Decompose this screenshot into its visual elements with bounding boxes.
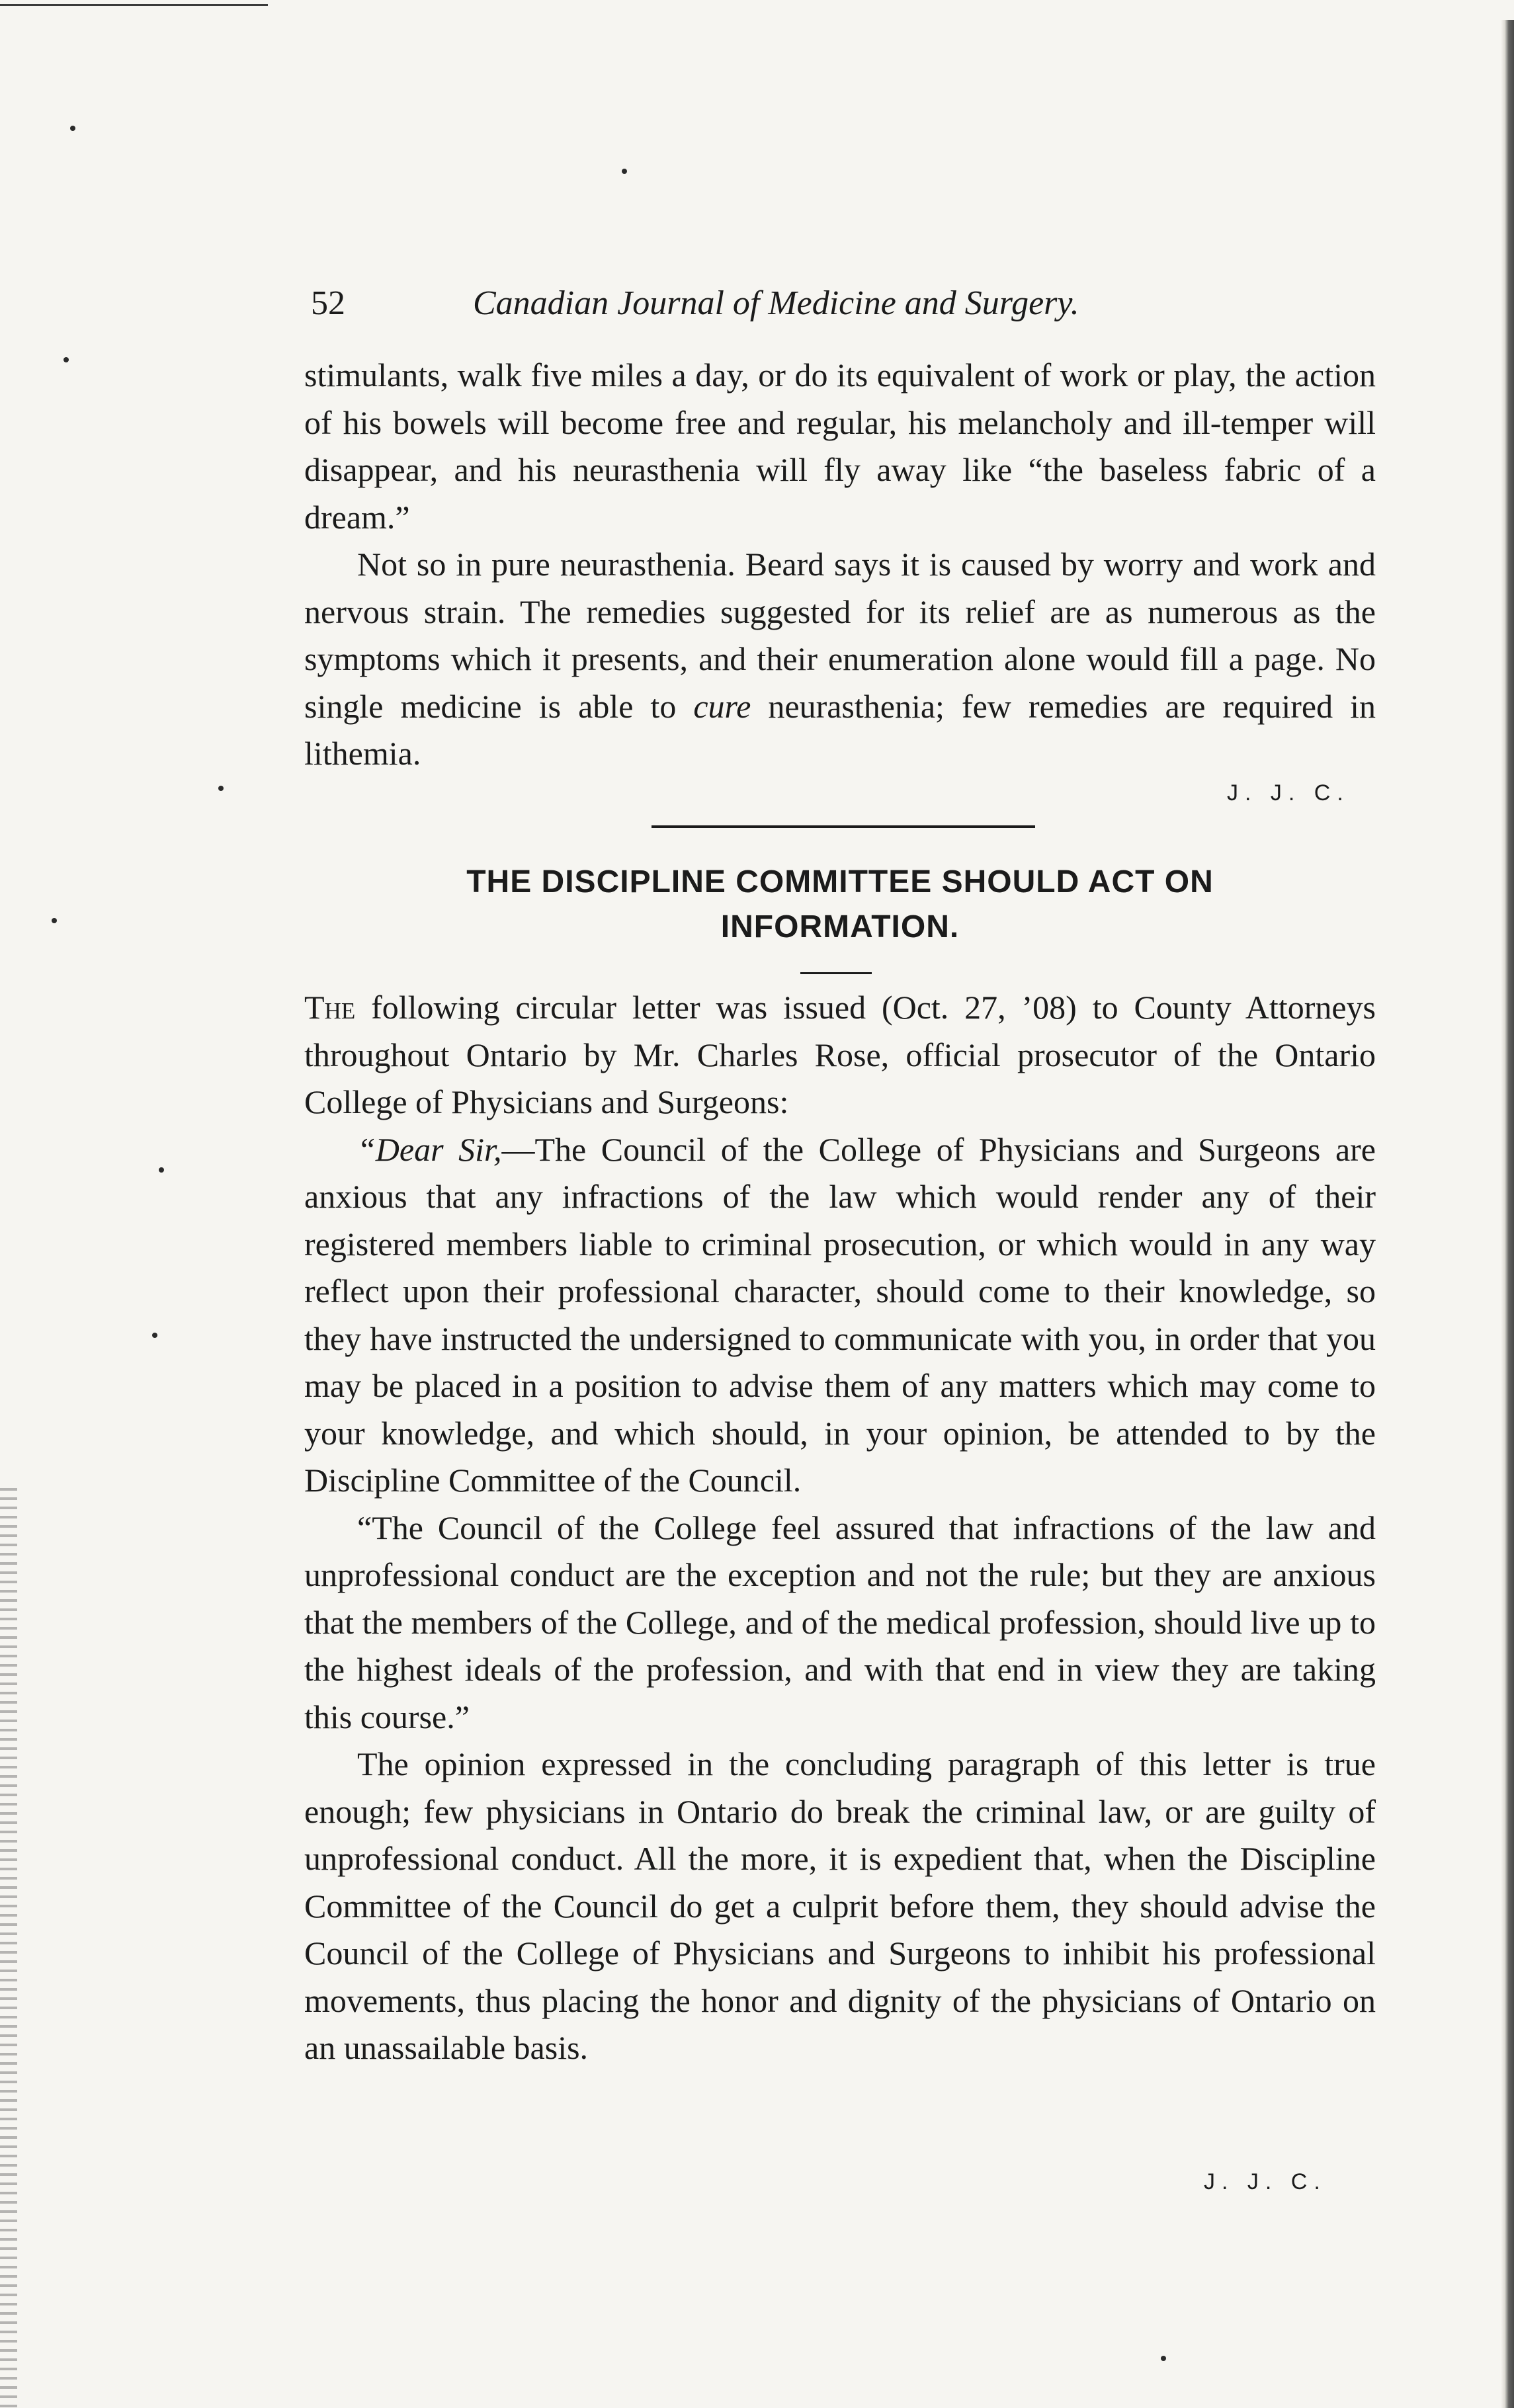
scan-speck: [159, 1167, 164, 1173]
scan-speck: [63, 357, 69, 362]
author-signature: J. J. C.: [1204, 2169, 1327, 2194]
paragraph: “The Council of the College feel assured that infractions of the law and unprofessional conduct are the exception and not the rule; but they are anxious that the members of the College, and of the medical profession, should live up to the highest ideals of the profession, and with that end in view they are taking this course.”: [304, 1509, 1376, 1735]
paragraph: Not so in pure neurasthenia. Beard says it is caused by worry and work and nervous strain. The remedies suggested for its relief are as numerous as the symptoms which it presents, and their enumeration alone would fill a page. No single medicine is able to cure neurasthenia; few remedies are required in lithemia.: [304, 546, 1376, 772]
page-header: [311, 280, 1369, 327]
paragraph: stimulants, walk five miles a day, or do its equivalent of work or play, the action of his bowels will become free and regular, his melancholy and ill-temper will disappear, and his neurasthenia will fly away like “the baseless fabric of a dream.”: [304, 356, 1376, 536]
scan-left-edge: [0, 1488, 17, 2408]
previous-article-text: [304, 352, 1376, 778]
salutation: “Dear Sir,: [357, 1130, 502, 1168]
section-divider: [652, 825, 1035, 828]
emphasis: cure: [693, 687, 751, 725]
scan-speck: [1161, 2356, 1166, 2361]
paragraph: “Dear Sir,—The Council of the College of Physicians and Surgeons are anxious that any infractions of the law which would render any of their registered members liable to criminal prosecution, or which would in any way reflect upon their professional character, should come to their knowledge, so they have instructed the undersigned to communicate with you, in order that you may be placed in a position to advise them of any matters which may come to your knowledge, and which should, in your opinion, be attended to by the Discipline Committee of the Council.: [304, 1130, 1376, 1499]
scan-speck: [52, 918, 57, 923]
scan-speck: [622, 169, 627, 174]
paragraph: The following circular letter was issued (Oct. 27, ’08) to County Attorneys throughout Ontario by Mr. Charles Rose, official prosecutor of the Ontario College of Physicians and Surgeons:: [304, 989, 1376, 1120]
running-title: Canadian Journal of Medicine and Surgery.: [473, 284, 1079, 322]
scan-top-rule: [0, 4, 268, 6]
article-body: [304, 984, 1376, 2072]
article-title: THE DISCIPLINE COMMITTEE SHOULD ACT ON INFORMATION.: [466, 864, 1214, 944]
scan-speck: [152, 1333, 157, 1338]
author-signature: J. J. C.: [1227, 780, 1350, 806]
scan-binding-edge: [1501, 20, 1514, 2408]
paragraph: The opinion expressed in the concluding paragraph of this letter is true enough; few physicians in Ontario do break the criminal law, or are guilty of unprofessional conduct. All the more, it is expedient that, when the Discipline Committee of the Council do get a culprit before them, they should advise the Council of the College of Physicians and Surgeons to inhibit his professional movements, thus placing the honor and dignity of the physicians of Ontario on an unassailable basis.: [304, 1745, 1376, 2066]
page-number: 52: [311, 284, 345, 322]
title-rule: [800, 972, 872, 974]
scan-speck: [218, 786, 224, 791]
scan-speck: [70, 126, 75, 131]
